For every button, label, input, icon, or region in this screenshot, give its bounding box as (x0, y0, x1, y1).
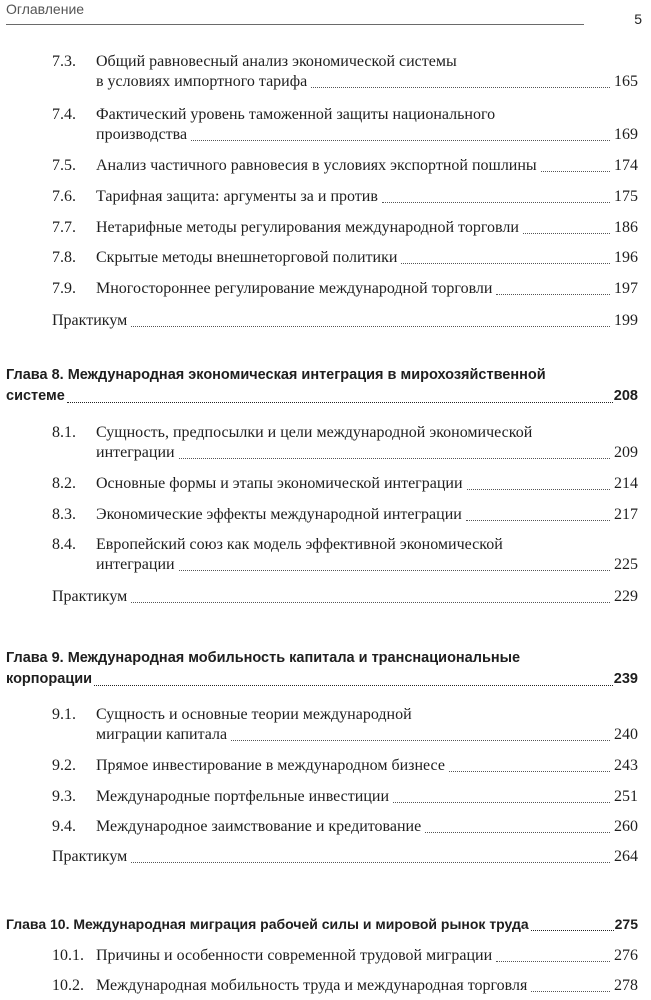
entry-page: 229 (614, 588, 638, 605)
entry-title-line1: Общий равновесный анализ экономической системы (96, 53, 457, 70)
chapter-title: Глава 10. Международная миграция рабочей силы и мировой рынок труда (6, 916, 529, 932)
entry-title-line2: производства (96, 126, 188, 143)
entry-number: 7.5. (52, 157, 76, 174)
entry-page: 264 (614, 848, 638, 865)
toc-entry-8-4[interactable] (52, 535, 638, 575)
entry-page: 174 (614, 157, 638, 174)
dot-leader (401, 263, 610, 264)
toc-entry-9-3[interactable] (52, 787, 638, 807)
page-number: 5 (634, 11, 642, 27)
dot-leader (94, 685, 613, 686)
dot-leader (449, 771, 610, 772)
entry-page: 225 (614, 556, 638, 573)
dot-leader (179, 570, 610, 571)
entry-page: 217 (614, 506, 638, 523)
dot-leader (466, 520, 610, 521)
dot-leader (231, 740, 610, 741)
practicum-label: Практикум (52, 848, 128, 865)
entry-number: 9.1. (52, 706, 76, 723)
header-title: Оглавление (6, 1, 85, 17)
entry-title: Прямое инвестирование в международном бизнесе (96, 757, 445, 774)
entry-title: Международная мобильность труда и международная торговля (96, 977, 528, 994)
entry-number: 7.3. (52, 53, 76, 70)
toc-entry-10-1[interactable] (52, 946, 638, 966)
chapter-page: 275 (614, 916, 638, 932)
toc-entry-8-2[interactable] (52, 474, 638, 494)
dot-leader (496, 294, 610, 295)
entry-page: 169 (614, 126, 638, 143)
entry-title: Анализ частичного равновесия в условиях экспортной пошлины (96, 157, 537, 174)
toc-entry-8-1[interactable] (52, 423, 638, 463)
entry-page: 199 (614, 312, 638, 329)
toc-entry-9-4[interactable] (52, 817, 638, 837)
entry-page: 278 (614, 977, 638, 994)
entry-number: 8.1. (52, 424, 76, 441)
entry-page: 214 (614, 475, 638, 492)
entry-number: 7.6. (52, 188, 76, 205)
entry-page: 196 (614, 249, 638, 266)
entry-page: 243 (614, 757, 638, 774)
practicum-label: Практикум (52, 312, 128, 329)
chapter-title-line1: Глава 8. Международная экономическая интеграция в мирохозяйственной (6, 367, 546, 383)
toc-entry-9-1[interactable] (52, 705, 638, 745)
toc-chapter-10[interactable] (6, 914, 638, 935)
practicum-label: Практикум (52, 588, 128, 605)
entry-title-line1: Сущность и основные теории международной (96, 706, 412, 723)
entry-number: 8.4. (52, 536, 76, 553)
toc-entry-7-6[interactable] (52, 187, 638, 207)
dot-leader (311, 87, 610, 88)
entry-number: 10.1. (52, 947, 84, 964)
entry-title-line2: интеграции (96, 556, 175, 573)
entry-number: 8.2. (52, 475, 76, 492)
entry-title: Многостороннее регулирование международной торговли (96, 280, 493, 297)
entry-page: 186 (614, 219, 638, 236)
toc-entry-practicum-7[interactable] (52, 311, 638, 331)
dot-leader (382, 202, 610, 203)
toc-entry-10-2[interactable] (52, 976, 638, 996)
entry-number: 7.4. (52, 106, 76, 123)
dot-leader (541, 171, 610, 172)
entry-title: Нетарифные методы регулирования международной торговли (96, 219, 519, 236)
entry-page: 260 (614, 818, 638, 835)
entry-page: 209 (614, 444, 638, 461)
entry-page: 197 (614, 280, 638, 297)
chapter-title-line2: корпорации (6, 671, 93, 687)
entry-title-line2: миграции капитала (96, 726, 228, 743)
toc-entry-practicum-9[interactable] (52, 847, 638, 867)
entry-title: Международные портфельные инвестиции (96, 788, 390, 805)
entry-title-line2: в условиях импортного тарифа (96, 73, 308, 90)
entry-title: Экономические эффекты международной интеграции (96, 506, 462, 523)
entry-title: Причины и особенности современной трудовой миграции (96, 947, 493, 964)
dot-leader (523, 233, 610, 234)
entry-title: Международное заимствование и кредитование (96, 818, 422, 835)
toc-chapter-8[interactable] (6, 365, 638, 407)
entry-number: 7.8. (52, 249, 76, 266)
toc-entry-7-9[interactable] (52, 279, 638, 299)
entry-title: Основные формы и этапы экономической интеграции (96, 475, 463, 492)
entry-number: 10.2. (52, 977, 84, 994)
entry-number: 8.3. (52, 506, 76, 523)
entry-page: 251 (614, 788, 638, 805)
toc-entry-7-3[interactable] (52, 52, 638, 92)
entry-title: Тарифная защита: аргументы за и против (96, 188, 378, 205)
entry-number: 9.3. (52, 788, 76, 805)
entry-number: 9.4. (52, 818, 76, 835)
entry-title-line2: интеграции (96, 444, 175, 461)
entry-title-line1: Сущность, предпосылки и цели международной экономической (96, 424, 533, 441)
dot-leader (425, 832, 610, 833)
dot-leader (467, 489, 610, 490)
entry-page: 165 (614, 73, 638, 90)
toc-entry-9-2[interactable] (52, 756, 638, 776)
dot-leader (191, 140, 610, 141)
dot-leader (131, 602, 610, 603)
toc-entry-practicum-8[interactable] (52, 587, 638, 607)
toc-entry-7-7[interactable] (52, 218, 638, 238)
toc-entry-7-5[interactable] (52, 156, 638, 176)
dot-leader (179, 458, 610, 459)
chapter-page: 239 (613, 671, 638, 687)
toc-entry-8-3[interactable] (52, 505, 638, 525)
entry-number: 7.7. (52, 219, 76, 236)
running-header (6, 0, 642, 26)
dot-leader (393, 802, 610, 803)
entry-title-line1: Европейский союз как модель эффективной экономической (96, 536, 503, 553)
entry-page: 240 (614, 726, 638, 743)
toc-chapter-9[interactable] (6, 648, 638, 690)
entry-title: Скрытые методы внешнеторговой политики (96, 249, 398, 266)
chapter-title-line2: системе (6, 388, 65, 404)
entry-number: 9.2. (52, 757, 76, 774)
entry-title-line1: Фактический уровень таможенной защиты национального (96, 106, 496, 123)
dot-leader (531, 991, 610, 992)
chapter-page: 208 (613, 388, 638, 404)
chapter-title-line1: Глава 9. Международная мобильность капитала и транснациональные (6, 650, 521, 666)
entry-number: 7.9. (52, 280, 76, 297)
dot-leader (131, 862, 610, 863)
toc-entry-7-8[interactable] (52, 248, 638, 268)
entry-page: 276 (614, 947, 638, 964)
header-rule (6, 24, 584, 25)
dot-leader (131, 326, 610, 327)
dot-leader (67, 402, 613, 403)
dot-leader (531, 930, 614, 931)
toc-entry-7-4[interactable] (52, 105, 638, 145)
entry-page: 175 (614, 188, 638, 205)
dot-leader (496, 961, 610, 962)
